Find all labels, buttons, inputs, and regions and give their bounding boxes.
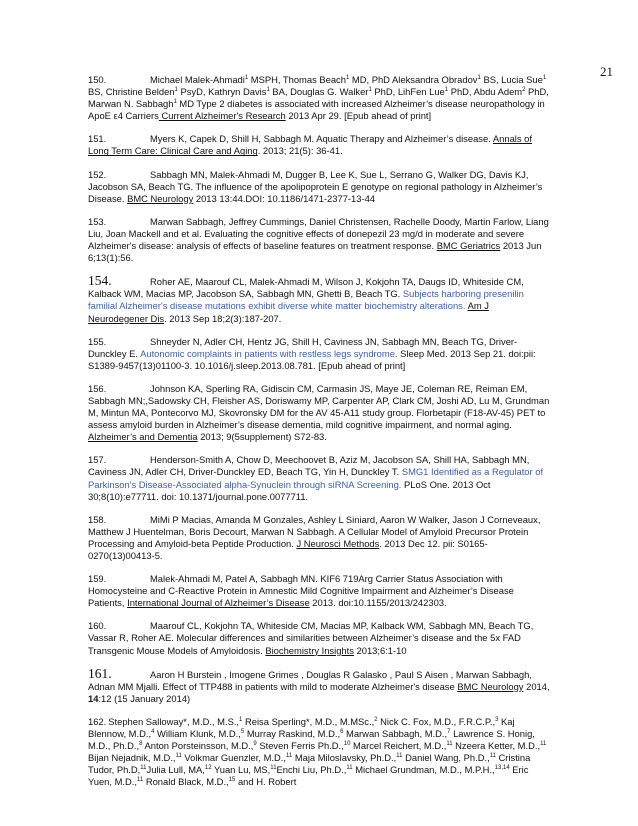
reference-text: Maarouf CL, Kokjohn TA, Whiteside CM, Macias MP, Kalback WM, Sabbagh MN, Beach TG, Vassar R, Roher AE. Molecular differences and similarities between Alzheimer’s disease and the 5x FAD Transgenic Mouse Models of Amyloidosis.: [88, 620, 534, 656]
reference-text: Daniel Wang, Ph.D.,: [402, 752, 490, 764]
reference-text: . 2013 Dec 12. pii: S0165-0270(13)00413-5.: [88, 537, 488, 561]
reference-text: PhD, Abdu Adem: [448, 86, 523, 98]
affiliation-superscript: 1: [173, 99, 177, 106]
reference-text: Nzeera Ketter, M.D.,: [452, 740, 541, 752]
reference-text: BS, Christine Belden: [88, 86, 175, 98]
reference-text: Shneyder N, Adler CH, Hentz JG, Shill H, Caviness JN, Sabbagh MN, Beach TG, Driver-Dunckley E.: [88, 335, 518, 359]
affiliation-superscript: 11: [346, 765, 353, 772]
reference-text: PhD, Marwan N. Sabbagh: [88, 86, 549, 110]
reference-entry: [88, 573, 550, 609]
affiliation-superscript: 2: [374, 716, 378, 723]
reference-text: Roher AE, Maarouf CL, Malek-Ahmadi M, Wilson J, Kokjohn TA, Daugs ID, Whiteside CM, Kalback WM, Macias MP, Jacobson SA, Sabbagh MN, Ghetti B, Beach TG.: [88, 276, 524, 300]
reference-entry: [88, 454, 550, 502]
journal-title: International Journal of Alzheimer’s Disease: [127, 597, 310, 609]
reference-entry: [88, 169, 550, 205]
affiliation-superscript: 7: [447, 728, 451, 735]
affiliation-superscript: 15: [228, 777, 236, 784]
reference-entry: [88, 716, 550, 789]
reference-text: Marcel Reichert, M.D.,: [350, 740, 447, 752]
reference-text: MSPH, Thomas Beach: [248, 74, 346, 85]
reference-text: Malek-Ahmadi M, Patel A, Sabbagh MN. KIF6 719Arg Carrier Status Association with Homocysteine and C-Reactive Protein in Amnestic Mild Cognitive Impairment and Alzheimer’s Disease Patients,: [88, 573, 514, 609]
reference-text: 2014,: [523, 680, 550, 692]
affiliation-superscript: 11: [175, 753, 182, 760]
reference-number: 151.: [88, 133, 107, 145]
affiliation-superscript: 11: [489, 753, 496, 760]
article-link[interactable]: Autonomic complaints in patients with restless legs syndrome.: [140, 347, 398, 359]
reference-text: 2013 Jun 6;13(1):56.: [88, 240, 542, 264]
reference-number: 152.: [88, 168, 107, 180]
reference-text: PLoS One. 2013 Oct 30;8(10):e77711. doi: 10.1371/journal.pone.0077711.: [88, 478, 491, 502]
affiliation-superscript: 1: [239, 716, 243, 723]
affiliation-superscript: 3: [495, 716, 499, 723]
reference-text: Lawrence S. Honig, M.D., Ph.D.,: [88, 728, 535, 752]
reference-text: Michael Malek-Ahmadi: [150, 74, 245, 85]
reference-text: 2013 13:44.DOI: 10.1186/1471-2377-13-44: [193, 192, 376, 204]
reference-text: . 2013; 21(5): 36-41.: [257, 145, 343, 157]
reference-text: Anton Porsteinsson, M.D.,: [142, 740, 254, 752]
affiliation-superscript: 11: [270, 765, 277, 772]
reference-text: MD, PhD Aleksandra Obradov: [349, 74, 478, 85]
journal-title: J Neurosci Methods: [296, 537, 380, 549]
page-number: 21: [600, 64, 613, 79]
reference-text: Ronald Black, M.D.,: [143, 776, 229, 788]
reference-entry: [88, 514, 550, 562]
affiliation-superscript: 12: [204, 765, 212, 772]
affiliation-superscript: 1: [174, 86, 178, 93]
reference-text: PhD, LihFen Lue: [371, 86, 445, 98]
reference-number: 159.: [88, 573, 107, 585]
article-link[interactable]: SMG1 Identified as a Regulator of Parkinson's Disease-Associated alpha-Synuclein through siRNA Screening.: [88, 466, 544, 490]
reference-number: 153.: [88, 215, 107, 227]
journal-title: BMC Neurology: [457, 680, 524, 692]
affiliation-superscript: 11: [446, 741, 453, 747]
reference-number: 160.: [88, 620, 107, 632]
reference-text: 2013; 9(5supplement) S72-83.: [197, 431, 327, 443]
reference-entry: [88, 133, 550, 157]
reference-text: Sabbagh MN, Malek-Ahmadi M, Dugger B, Lee K, Sue L, Serrano G, Walker DG, Davis KJ, Jacobson SA, Beach TG. The influence of the apolipoprotein E genotype on regional pathology in Alzheimer’s Disease.: [88, 168, 543, 204]
journal-title: Am J Neurodegener Dis: [88, 300, 489, 324]
affiliation-superscript: 4: [151, 728, 155, 735]
journal-title: Current Alzheimer's Research: [158, 110, 286, 122]
reference-number: 162.: [88, 715, 107, 727]
reference-number: 158.: [88, 513, 107, 525]
affiliation-superscript: 11: [285, 753, 293, 760]
reference-text: BS, Lucia Sue: [480, 74, 543, 85]
affiliation-superscript: 1: [244, 74, 249, 81]
reference-text: MiMi P Macias, Amanda M Gonzales, Ashley L Siniard, Aaron W Walker, Jason J Corneveaux, Matthew J Huentelman, Boris Decourt, Marwan N Sabbagh. A Cellular Model of Amyloid Precursor Protein Processing and Amyloid-beta Peptide Production.: [88, 513, 541, 549]
affiliation-superscript: 1: [542, 74, 547, 81]
reference-text: Sleep Med. 2013 Sep 21. doi:pii: S1389-9457(13)01100-3. 10.1016/j.sleep.2013.08.781. [Epub ahead of print]: [88, 347, 536, 371]
reference-text: 2013;6:1-10: [353, 644, 407, 656]
reference-number: 156.: [88, 382, 107, 394]
affiliation-superscript: 11: [140, 765, 147, 772]
reference-text: William Klunk, M.D.,: [154, 728, 241, 740]
reference-text: Michael Grundman, M.D., M.P.H.,: [352, 764, 495, 776]
reference-text: Maja Miloslavsky, Ph.D.,: [292, 752, 397, 764]
journal-title: Alzheimer’s and Dementia: [88, 431, 198, 443]
reference-text: Myers K, Capek D, Shill H, Sabbagh M. Aquatic Therapy and Alzheimer’s disease.: [150, 133, 493, 145]
reference-text: Kaj Blennow, M.D.,: [88, 715, 515, 740]
affiliation-superscript: 10: [343, 741, 351, 747]
reference-text: Aaron H Burstein , Imogene Grimes , Douglas R Galasko , Paul S Aisen , Marwan Sabbagh, Adnan MM Mjalli. Effect of TTP488 in patients with mild to moderate Alzheimer's disease: [88, 668, 532, 692]
reference-text: Johnson KA, Sperling RA, Gidiscin CM, Carmasin JS, Maye JE, Coleman RE, Reiman EM, Sabbagh MN;,Sadowsky CH, Fleisher AS, Doriswamy MP, Carpenter AP, Clark CM, Joshi AD, Lu M, Grundman M, Mintun MA, Pontecorvo MJ, Skovronsky DM for the AV 45-A11 study group. Florbetapir (F18-AV-45) PET to assess amyloid burden in Alzheimer’s disease dementia, mild cognitive impairment, and normal aging.: [88, 382, 550, 431]
affiliation-superscript: 11: [396, 753, 403, 760]
reference-text: 2013. doi:10.1155/2013/242303.: [309, 597, 447, 609]
reference-list: [88, 74, 550, 800]
volume-number: 14: [88, 692, 99, 704]
reference-entry: [88, 383, 550, 443]
reference-text: . 2013 Sep 18;2(3):187-207.: [164, 312, 282, 324]
reference-text: Yuan Lu, MS,: [211, 764, 271, 776]
affiliation-superscript: 1: [266, 86, 270, 93]
reference-text: PsyD, Kathryn Davis: [177, 86, 267, 98]
affiliation-superscript: 2: [522, 86, 526, 93]
journal-title: BMC Neurology: [127, 192, 194, 204]
reference-entry: [88, 216, 550, 264]
reference-number: 161.: [88, 665, 112, 681]
reference-entry: [88, 336, 550, 372]
reference-text: Bijan Nejadnik, M.D.,: [88, 752, 176, 764]
reference-text: Nick C. Fox, M.D., F.R.C.P.,: [377, 715, 496, 727]
reference-text: BA, Douglas G. Walker: [269, 86, 369, 98]
reference-number: 157.: [88, 454, 107, 466]
reference-text: Stephen Salloway*, M.D., M.S.,: [108, 715, 240, 727]
affiliation-superscript: 13,14: [494, 765, 510, 772]
reference-text: Cristina Tudor, Ph.D,: [88, 752, 531, 776]
affiliation-superscript: 8: [139, 741, 143, 747]
journal-title: BMC Geriatrics: [436, 240, 501, 252]
affiliation-superscript: 1: [477, 74, 481, 81]
reference-text: :12 (15 January 2014): [98, 692, 191, 704]
reference-entry: [88, 665, 550, 705]
affiliation-superscript: 5: [240, 728, 245, 735]
reference-text: Julia Lull, MA,: [146, 764, 205, 776]
reference-number: 150.: [88, 74, 107, 85]
journal-title: Biochemistry Insights: [265, 644, 354, 656]
reference-text: Volkmar Guenzler, M.D.,: [181, 752, 286, 764]
affiliation-superscript: 1: [345, 74, 350, 81]
reference-entry: [88, 620, 550, 656]
reference-text: Eric Yuen, M.D.,: [88, 764, 529, 788]
reference-text: Marwan Sabbagh, Jeffrey Cummings, Daniel Christensen, Rachelle Doody, Martin Farlow, Liang Liu, Joan Mackell and et al. Evaluating the cognitive effects of donepezil 23 mg/d in moderate and severe Alzheimer's disease: analysis of effects of baseline features on treatment response.: [88, 215, 549, 252]
affiliation-superscript: 11: [540, 741, 547, 747]
reference-text: Steven Ferris Ph.D.,: [256, 740, 344, 752]
reference-number: 155.: [88, 335, 107, 347]
reference-text: Henderson-Smith A, Chow D, Meechoovet B, Aziz M, Jacobson SA, Shill HA, Sabbagh MN, Caviness JN, Adler CH, Driver-Dunckley ED, Beach TG, Yin H, Dunckley T.: [88, 454, 530, 478]
reference-entry: [88, 275, 550, 324]
reference-text: Enchi Liu, Ph.D.,: [276, 764, 347, 776]
affiliation-superscript: 6: [340, 728, 344, 735]
affiliation-superscript: 1: [444, 86, 449, 93]
reference-number: 154.: [88, 273, 112, 289]
affiliation-superscript: 11: [136, 777, 144, 784]
affiliation-superscript: 1: [368, 86, 372, 93]
reference-entry: [88, 74, 550, 122]
reference-text: Murray Raskind, M.D.,: [244, 728, 341, 740]
reference-text: Reisa Sperling*, M.D., M.MSc.,: [242, 715, 375, 727]
reference-text: MD Type 2 diabetes is associated with increased Alzheimer’s disease neuropathology in ApoE ε4 Carriers: [88, 98, 545, 122]
reference-text: and H. Robert: [235, 776, 297, 788]
reference-text: Marwan Sabbagh, M.D.,: [343, 728, 448, 740]
journal-title: Annals of Long Term Care: Clinical Care and Aging: [88, 133, 532, 157]
affiliation-superscript: 9: [253, 741, 257, 747]
reference-text: 2013 Apr 29. [Epub ahead of print]: [285, 110, 432, 122]
article-link[interactable]: Subjects harboring presenilin familial Alzheimer's disease mutations exhibit diverse white matter biochemistry alterations.: [88, 288, 524, 312]
